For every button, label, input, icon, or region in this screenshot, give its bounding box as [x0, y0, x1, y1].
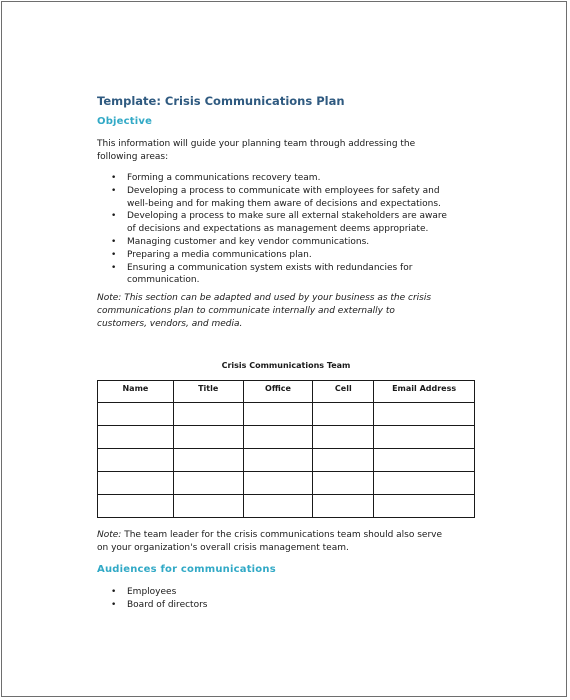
document-title: Template: Crisis Communications Plan: [97, 94, 345, 108]
table-cell[interactable]: [98, 449, 174, 472]
table-row: [98, 495, 475, 518]
list-item-text-cont: well-being and for making them aware of decisions and expectations.: [127, 198, 441, 209]
objective-heading: Objective: [97, 116, 153, 127]
list-item: [109, 599, 479, 612]
audiences-heading: Audiences for communications: [97, 564, 276, 575]
note-line-3: customers, vendors, and media.: [97, 319, 243, 329]
team-note-line-2: on your organization's overall crisis management team.: [97, 543, 349, 553]
table-caption: Crisis Communications Team: [221, 361, 351, 370]
table-cell[interactable]: [243, 495, 313, 518]
list-item: [109, 236, 479, 249]
objective-bullet-list: [109, 172, 479, 287]
table-cell[interactable]: [313, 449, 374, 472]
table-cell[interactable]: [243, 426, 313, 449]
table-cell[interactable]: [173, 403, 243, 426]
table-row: [98, 449, 475, 472]
table-cell[interactable]: [374, 426, 475, 449]
table-cell[interactable]: [173, 426, 243, 449]
column-header-cell: Cell: [313, 381, 374, 403]
column-header-title: Title: [173, 381, 243, 403]
table-row: [98, 472, 475, 495]
note-line-2: communications plan to communicate internally and externally to: [97, 306, 395, 316]
team-leader-note: [97, 529, 442, 555]
table-row: [98, 426, 475, 449]
column-header-email: Email Address: [374, 381, 475, 403]
list-item-text: Developing a process to make sure all external stakeholders are aware: [127, 211, 447, 222]
table-cell[interactable]: [173, 495, 243, 518]
table-cell[interactable]: [313, 495, 374, 518]
table-cell[interactable]: [98, 495, 174, 518]
list-item-text: Forming a communications recovery team.: [127, 173, 321, 183]
table-cell[interactable]: [173, 472, 243, 495]
list-item-text: Ensuring a communication system exists with redundancies for: [127, 262, 413, 273]
table-row: [98, 403, 475, 426]
bullet-icon: •: [111, 211, 117, 222]
crisis-team-table: [97, 380, 475, 518]
table-cell[interactable]: [243, 472, 313, 495]
note-text: The team leader for the crisis communications team should also serve: [121, 530, 443, 540]
table-cell[interactable]: [374, 403, 475, 426]
table-cell[interactable]: [313, 472, 374, 495]
list-item-text: Board of directors: [127, 599, 208, 610]
bullet-icon: •: [111, 249, 117, 260]
table-cell[interactable]: [243, 449, 313, 472]
note-line-1: Note: This section can be adapted and used by your business as the crisis: [97, 293, 432, 303]
table-cell[interactable]: [374, 472, 475, 495]
table-cell[interactable]: [98, 426, 174, 449]
column-header-name: Name: [98, 381, 174, 403]
table-cell[interactable]: [374, 495, 475, 518]
table-cell[interactable]: [98, 403, 174, 426]
intro-line-1: This information will guide your planning team through addressing the: [97, 139, 416, 149]
list-item-text: Developing a process to communicate with employees for safety and: [127, 185, 440, 196]
document-page: [1, 1, 567, 697]
table-cell[interactable]: [173, 449, 243, 472]
table-cell[interactable]: [313, 426, 374, 449]
section-note: [97, 292, 431, 331]
list-item-text: Employees: [127, 587, 177, 597]
bullet-icon: •: [111, 262, 117, 273]
bullet-icon: •: [111, 173, 117, 183]
bullet-icon: •: [111, 599, 117, 610]
bullet-icon: •: [111, 587, 117, 597]
list-item-text-cont: communication.: [127, 275, 200, 286]
bullet-icon: •: [111, 236, 117, 247]
list-item: [109, 249, 479, 262]
intro-paragraph: [97, 138, 415, 164]
table-cell[interactable]: [313, 403, 374, 426]
list-item-text: Managing customer and key vendor communications.: [127, 236, 370, 247]
list-item-text-cont: of decisions and expectations as management deems appropriate.: [127, 224, 429, 235]
team-note-line-1: [97, 529, 442, 542]
list-item: [109, 262, 479, 288]
list-item-text: Preparing a media communications plan.: [127, 249, 312, 260]
list-item: [109, 172, 479, 185]
table-cell[interactable]: [374, 449, 475, 472]
list-item: [109, 210, 479, 236]
bullet-icon: •: [111, 185, 117, 196]
table-header-row: [98, 381, 475, 403]
intro-line-2: following areas:: [97, 152, 169, 162]
table-cell[interactable]: [98, 472, 174, 495]
table-cell[interactable]: [243, 403, 313, 426]
list-item: [109, 586, 479, 599]
note-label: Note:: [97, 530, 122, 540]
list-item: [109, 185, 479, 211]
column-header-office: Office: [243, 381, 313, 403]
audiences-bullet-list: [109, 586, 479, 612]
